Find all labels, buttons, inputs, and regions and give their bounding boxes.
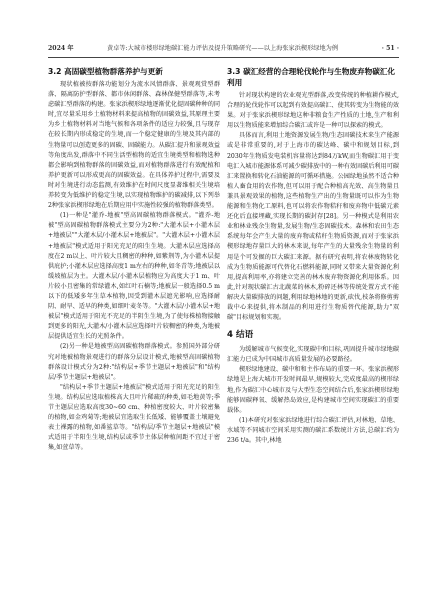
header-year: 2024 年 (48, 45, 74, 52)
paragraph: 具体而言,利用土地资源发展生物/生态固碳技术来生产能源或是非常重要的,对于上海市的碳达峰、碳中和规划目标,到2030年生物质发电装机容量将达到84万kW,而生物碳汇用于变电汇入城市能源体系可减少碳排放中的一种有效固碳后利用可碳汇来置换和转化石油能源的可循环措施。公园绿地虽然不适合种植人畜食用的农作物,但可以用于配合种植高光效、高生物量且兼具景观效果的植物,这些植物生产出的生物量既可以作为生物能源和生物化工原料,也可以将农作物秸秆和废弃物中低碳元素还化后直接埋藏,实现长期的碳封存[28]。另一种模式是利用农业和林业残余生物量,发展生物/生态固碳技术。森林和农田生态系统每年会产生大量的废弃物或秸秆生物质资源,而对于张家浜楔形绿地存量巨大的林木来说,每年产生的大量残余生物量的利用是个可发掘的巨大碳汇来源。据有研究表明,将农林废物转化成为生物质能源可代替化石燃料能源,同时又带来大量资源化利用,提高利用率,亦将建立完善的林木废弃物资源化利用体系。因此,针对现状碳汇古北蔬菜的林木,粉碎还林等传统处置方式不能解决大量碳排放的问题,利用绿地林地的更新,砍伐,枝条将修剪剪裁中心来提供,将木制品的利用进行生物质替代能源,助力"双碳"目标规划和实现。 (227, 132, 399, 322)
paragraph: "结构层+季节主题层+地被层"模式适用于阳光充足的阳生生境。结构层应选取植株高大且叶片稀疏的种类,如毛地黄等;季节主题层应选取高度30~60 cm、种植密度较大、叶片较密集的植物,如金鸡菊等;地被层宜选取生长低矮、能够覆盖土壤避免表土裸露的植物,如番鲨草等。"结构层/季节主题层+地被层"模式适用于半阳生生境,结构层或季节主体层种植间距不宜过于密集,如萱草等。 (48, 383, 220, 452)
left-column (48, 66, 220, 453)
paragraph: 现状植被按群落功能划分为流水风情群落、景观观赏型群落、隔离防护型群落、都市休闲群落、森林保健型群落等,未考虑碳汇型群落的构建。张家浜楔形绿地逐渐优化提固碳种种的同时,宜尽量采用乡土植物材料来提高植物的固碳效益,其原理主要为乡土植物材料对当地气候和各项条件的适应力较强,且与现存在较长期内形成稳定的生境,而一个稳定健康的生境及其内部的生物量可以创造更多的固碳、固碳能力。从碳汇提升和景观效益等角度出发,群落中不同生活型植物的适宜生境类型和植物选种都会影响到植物群落的固碳效益,而对植物群落进行有效配植和养护更新可以形成更高的固碳效益。在具体养护过程中,需要及时对生境进行动态监测,有效维护在时间尺度显著维相关生境培养转变为低维护的稳定生境,以实现植物维护的碳减排,以下列举2种张家浜楔形绿地在后期应用中实施性较强的植物群落类型。 (48, 81, 220, 210)
running-header (48, 42, 399, 56)
page-number: · 51 · (381, 45, 399, 52)
section-heading-3-3: 3.3 碳汇经营的合理轮伐轮作与生物废弃物碳汇化利用 (227, 67, 395, 87)
paragraph: 楔形绿地建设、碳中和和主作布局的重要一环。张家浜楔形绿地是上海大城市开发时间最早,规模较大,完成度最高的楔形绿地,作为碳汇中心城市及与大型生态空间结合后,张家浜楔形绿地能够固碳释氧、缓解热岛效应,是构建城市空间实现碳汇的重要载体。 (227, 366, 399, 414)
paragraph: (1)本研究对张家浜绿地进行综合碳汇评估,对林地、草地、水域等不同城市空间采用实测的碳汇系数统计方法,总碳汇约为236 t/a。其中,林地 (227, 416, 399, 444)
paragraph: (2)另一种是地被型高固碳植物群落模式。参照国外部分研究对地被植物景观进行的群落分层设计模式,地被型高固碳植物群落设计模式分为2种:"结构层+季节主题层+地被层"和"结构层/季节主题层+地被层"。 (48, 343, 220, 381)
section-heading-3-2: 3.2 高固碳型植物群落养护与更新 (48, 67, 163, 76)
header-rule (48, 57, 399, 58)
paragraph: (1)一种是"灌乔-地被"型高固碳植物群落模式。"灌乔-地被"型高固碳植物群落模式主要分为2种:"大灌木层+小灌木层+地被层""大灌木层/小灌木层+地被层"。"大灌木层+小灌木层+地被层"模式适用于阳光充足的阳生生境。大灌木层应选择高度在2 m以上、叶片较大且稠密的种种,如紫荆等,为小灌木层提供庇护;小灌木层应选择高度1 m左右的种种,如冬青等;地被层以缓坡植层为主。大灌木层/小灌木层植物应为高度大于1 m、叶片较小且密集的常绿灌木,如红叶石楠等;地被层一般选择0.5 m以下的低矮多年生草本植物,因受到灌木层遮光影响,应选择耐阴、耐旱、适早的种类,如细叶麦冬等。"大灌木层/小灌木层+地被层"模式适用于阳光不充足的半阴生生境,为了使每株植物接触到更多的阳光,大灌木/小灌木层应选择叶片较稠密的种类,为地被层提供适宜生长的光照条件。 (48, 212, 220, 341)
paragraph: 针对现状构建的农业观光型群落,改变传统的种植耕作模式,合理的轮伐轮作可以起到有效提高碳汇、使其转变为生物能的效果。对于张家浜楔形绿地这种非粮食生产性质的土地,生产和利用以生物质能来增加综合碳汇或许是一种可以探索的模式。 (227, 92, 399, 130)
header-title: 黄卓等:大城市楼形绿地碳汇能力评估及提升策略研究——以上海张家浜楔形绿地为例 (106, 45, 339, 52)
paragraph: 为缓解城市气候变化,实现碳中和目标,巩固提升城市绿地碳汇能力已成为中国城市高质量发展的必要路径。 (227, 346, 399, 364)
section-heading-4: 4 结语 (227, 330, 254, 341)
right-column (227, 66, 399, 446)
